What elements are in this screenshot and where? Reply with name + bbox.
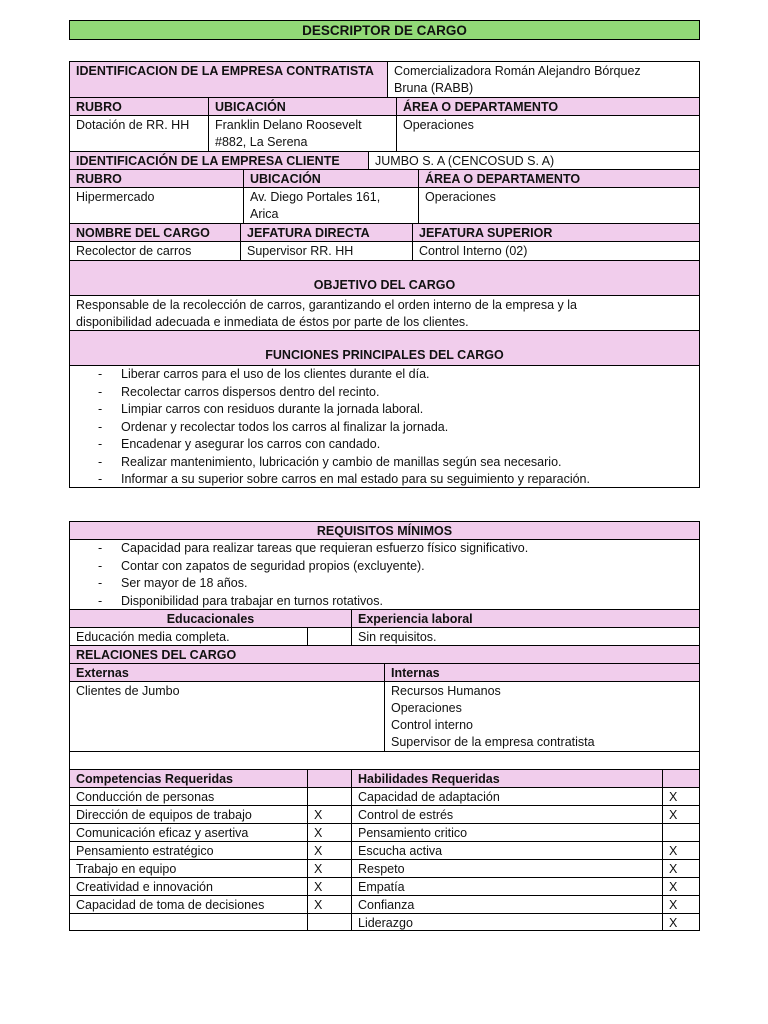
competency-name: Creatividad e innovación	[69, 877, 307, 895]
competency-name: Trabajo en equipo	[69, 859, 307, 877]
contractor-ubicacion-line2: #882, La Serena	[215, 135, 308, 149]
client-rubro-label: RUBRO	[69, 169, 243, 187]
contractor-value-line1: Comercializadora Román Alejandro Bórquez	[394, 64, 641, 78]
competency-name: Comunicación eficaz y asertiva	[69, 823, 307, 841]
skill-mark: X	[662, 787, 700, 805]
relations-header-row	[69, 645, 700, 663]
skill-name: Respeto	[351, 859, 662, 877]
requirement-item: - Ser mayor de 18 años.	[76, 575, 693, 593]
position-name-label: NOMBRE DEL CARGO	[69, 223, 240, 241]
skill-mark: X	[662, 913, 700, 931]
functions-label: FUNCIONES PRINCIPALES DEL CARGO	[69, 330, 700, 365]
functions-list-cell	[69, 365, 700, 488]
function-item: - Limpiar carros con residuos durante la jornada laboral.	[76, 401, 693, 419]
requirements-table	[69, 521, 700, 931]
skills-mark-header	[662, 769, 700, 787]
requirements-label: REQUISITOS MÍNIMOS	[69, 521, 700, 539]
skill-name: Empatía	[351, 877, 662, 895]
skills-label: Habilidades Requeridas	[351, 769, 662, 787]
skill-mark: X	[662, 805, 700, 823]
competency-mark: X	[307, 841, 351, 859]
position-values-row	[69, 241, 700, 260]
competency-name: Dirección de equipos de trabajo	[69, 805, 307, 823]
contractor-header-row	[69, 97, 700, 115]
document-title-bar	[69, 20, 700, 40]
competency-row	[69, 823, 700, 841]
competency-row	[69, 787, 700, 805]
contractor-label: IDENTIFICACION DE LA EMPRESA CONTRATISTA	[69, 61, 387, 97]
objective-line2: disponibilidad adecuada e inmediata de éstos por parte de los clientes.	[76, 315, 469, 329]
contractor-value	[387, 61, 700, 97]
objective-label: OBJETIVO DEL CARGO	[69, 260, 700, 295]
client-values-row	[69, 187, 700, 223]
skill-mark: X	[662, 841, 700, 859]
competency-name	[69, 913, 307, 931]
client-area-label: ÁREA O DEPARTAMENTO	[418, 169, 700, 187]
competency-mark	[307, 787, 351, 805]
client-row	[69, 151, 700, 169]
internal-relation-item: Operaciones	[391, 701, 462, 715]
senior-supervisor: Control Interno (02)	[412, 241, 700, 260]
education-values-row	[69, 627, 700, 645]
skill-mark: X	[662, 895, 700, 913]
internal-relations	[384, 681, 700, 751]
competencies-header-row	[69, 769, 700, 787]
external-relations: Clientes de Jumbo	[69, 681, 384, 751]
direct-supervisor: Supervisor RR. HH	[240, 241, 412, 260]
education-header-row	[69, 609, 700, 627]
competency-mark	[307, 913, 351, 931]
spacer-row	[69, 751, 700, 769]
contractor-value-line2: Bruna (RABB)	[394, 81, 474, 95]
job-descriptor-table	[69, 61, 700, 488]
function-item: - Encadenar y asegurar los carros con candado.	[76, 436, 693, 454]
contractor-ubicacion-label: UBICACIÓN	[208, 97, 396, 115]
client-header-row	[69, 169, 700, 187]
education-mark	[307, 627, 351, 645]
competency-name: Conducción de personas	[69, 787, 307, 805]
client-rubro: Hipermercado	[69, 187, 243, 223]
objective-line1: Responsable de la recolección de carros, garantizando el orden interno de la empresa y la	[76, 298, 577, 312]
skill-mark: X	[662, 877, 700, 895]
experience-label: Experiencia laboral	[351, 609, 700, 627]
skill-mark: X	[662, 859, 700, 877]
competency-mark: X	[307, 823, 351, 841]
competency-mark: X	[307, 859, 351, 877]
competency-name: Capacidad de toma de decisiones	[69, 895, 307, 913]
competency-row	[69, 841, 700, 859]
contractor-rubro: Dotación de RR. HH	[69, 115, 208, 151]
skill-name: Control de estrés	[351, 805, 662, 823]
education-label: Educacionales	[69, 609, 351, 627]
functions-list	[76, 366, 693, 488]
competencies-mark-header	[307, 769, 351, 787]
competency-mark: X	[307, 805, 351, 823]
requirement-item: - Contar con zapatos de seguridad propios (excluyente).	[76, 558, 693, 576]
client-area: Operaciones	[418, 187, 700, 223]
client-label: IDENTIFICACIÓN DE LA EMPRESA CLIENTE	[69, 151, 368, 169]
function-item: - Recolectar carros dispersos dentro del recinto.	[76, 384, 693, 402]
requirements-list	[76, 540, 693, 609]
direct-supervisor-label: JEFATURA DIRECTA	[240, 223, 412, 241]
competency-row	[69, 877, 700, 895]
functions-header-row	[69, 330, 700, 365]
client-ubicacion-line2: Arica	[250, 207, 279, 221]
functions-row	[69, 365, 700, 488]
position-header-row	[69, 223, 700, 241]
competencies-label: Competencias Requeridas	[69, 769, 307, 787]
client-ubicacion-line1: Av. Diego Portales 161,	[250, 190, 381, 204]
contractor-ubicacion	[208, 115, 396, 151]
client-ubicacion-label: UBICACIÓN	[243, 169, 418, 187]
skill-mark	[662, 823, 700, 841]
requirements-header-row	[69, 521, 700, 539]
requirements-row	[69, 539, 700, 609]
objective-header-row	[69, 260, 700, 295]
client-value: JUMBO S. A (CENCOSUD S. A)	[368, 151, 700, 169]
function-item: - Informar a su superior sobre carros en mal estado para su seguimiento y reparación.	[76, 471, 693, 488]
spacer-cell	[69, 751, 700, 769]
contractor-area: Operaciones	[396, 115, 700, 151]
competency-row	[69, 805, 700, 823]
education-value: Educación media completa.	[69, 627, 307, 645]
function-item: - Liberar carros para el uso de los clientes durante el día.	[76, 366, 693, 384]
skill-name: Capacidad de adaptación	[351, 787, 662, 805]
position-name: Recolector de carros	[69, 241, 240, 260]
competency-row	[69, 913, 700, 931]
competency-mark: X	[307, 877, 351, 895]
relations-values-row	[69, 681, 700, 751]
competency-row	[69, 895, 700, 913]
competency-row	[69, 859, 700, 877]
internal-relation-item: Control interno	[391, 718, 473, 732]
contractor-ubicacion-line1: Franklin Delano Roosevelt	[215, 118, 362, 132]
requirement-item: - Capacidad para realizar tareas que requieran esfuerzo físico significativo.	[76, 540, 693, 558]
external-relations-label: Externas	[69, 663, 384, 681]
function-item: - Realizar mantenimiento, lubricación y cambio de manillas según sea necesario.	[76, 454, 693, 472]
competency-mark: X	[307, 895, 351, 913]
requirements-list-cell	[69, 539, 700, 609]
contractor-area-label: ÁREA O DEPARTAMENTO	[396, 97, 700, 115]
internal-relation-item: Recursos Humanos	[391, 684, 501, 698]
experience-value: Sin requisitos.	[351, 627, 700, 645]
relations-subheader-row	[69, 663, 700, 681]
senior-supervisor-label: JEFATURA SUPERIOR	[412, 223, 700, 241]
contractor-row	[69, 61, 700, 97]
skill-name: Confianza	[351, 895, 662, 913]
objective-row	[69, 295, 700, 330]
relations-label: RELACIONES DEL CARGO	[69, 645, 700, 663]
function-item: - Ordenar y recolectar todos los carros al finalizar la jornada.	[76, 419, 693, 437]
skill-name: Pensamiento critico	[351, 823, 662, 841]
internal-relations-label: Internas	[384, 663, 700, 681]
objective-text	[69, 295, 700, 330]
competency-name: Pensamiento estratégico	[69, 841, 307, 859]
skill-name: Liderazgo	[351, 913, 662, 931]
document-title: DESCRIPTOR DE CARGO	[69, 20, 700, 40]
internal-relation-item: Supervisor de la empresa contratista	[391, 735, 595, 749]
contractor-values-row	[69, 115, 700, 151]
requirement-item: - Disponibilidad para trabajar en turnos rotativos.	[76, 593, 693, 610]
skill-name: Escucha activa	[351, 841, 662, 859]
client-ubicacion	[243, 187, 418, 223]
contractor-rubro-label: RUBRO	[69, 97, 208, 115]
